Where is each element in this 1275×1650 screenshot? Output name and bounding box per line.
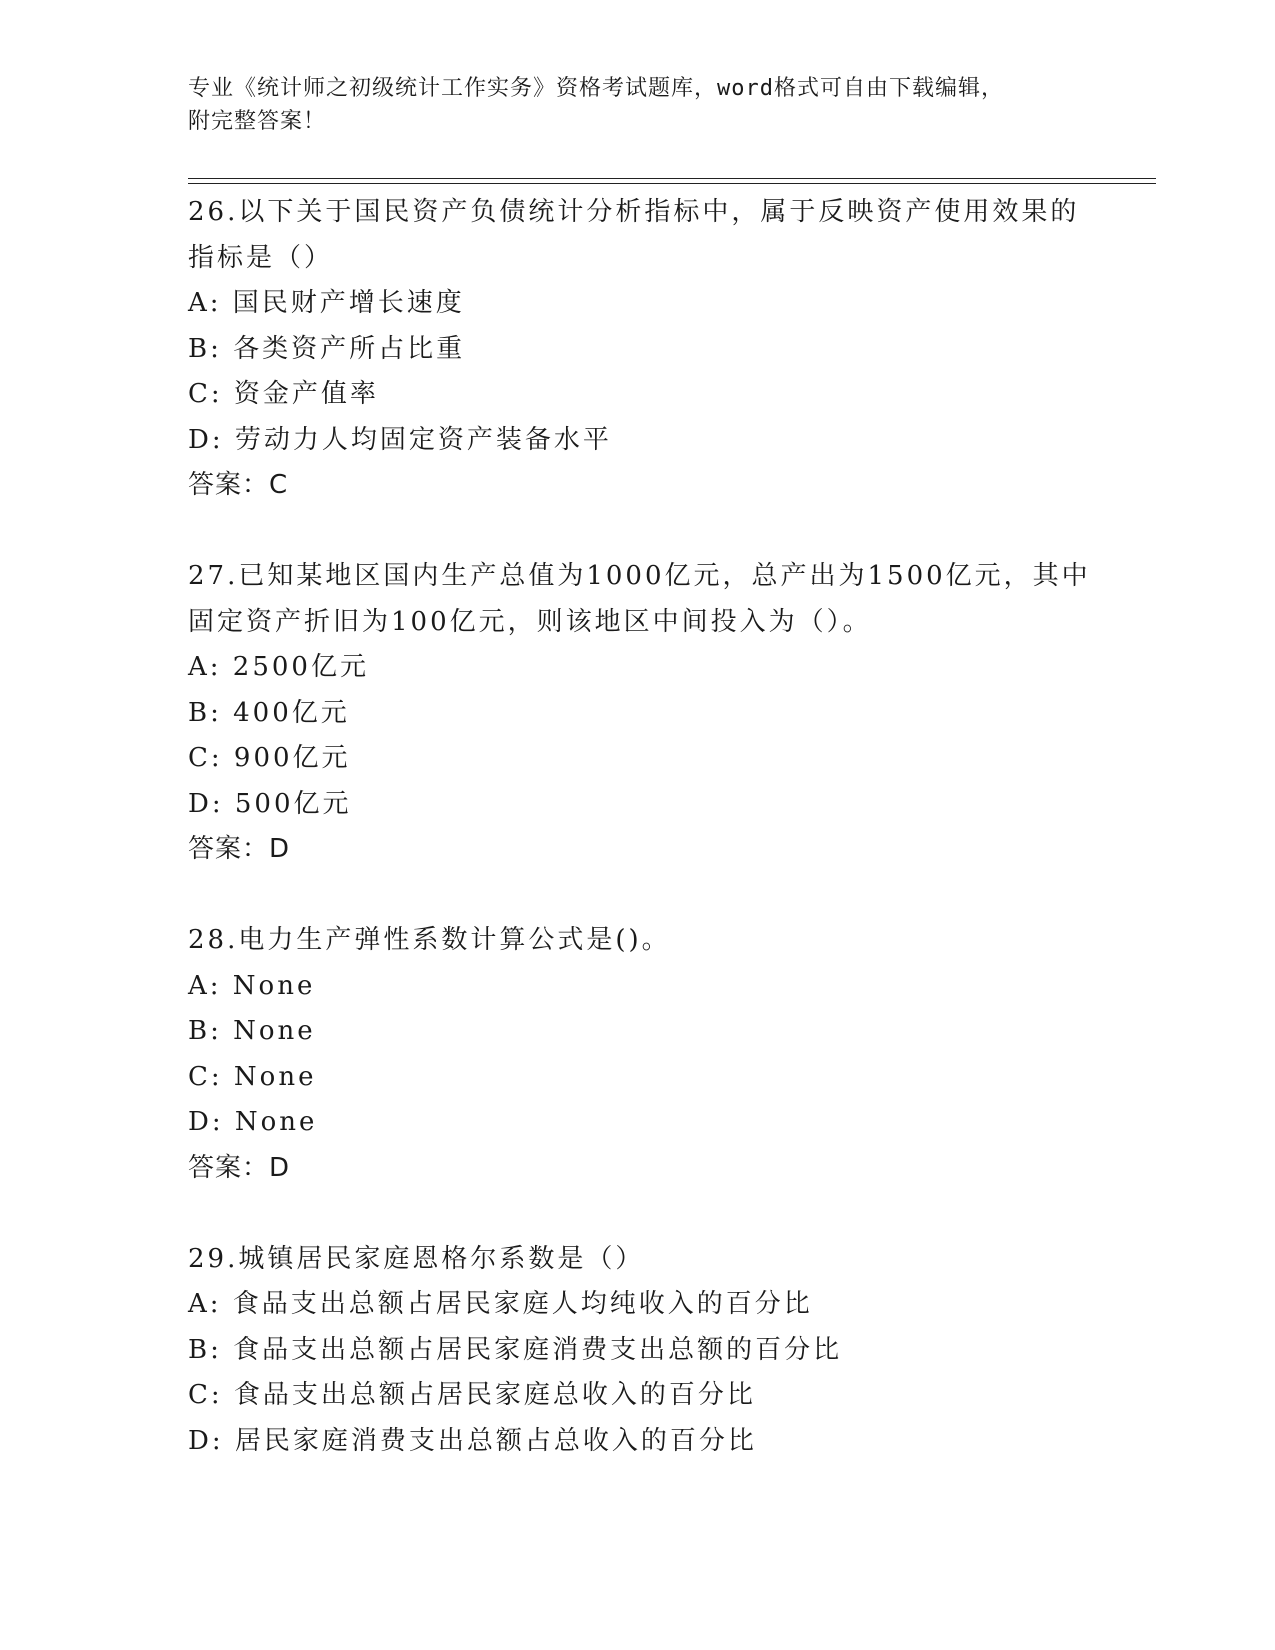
- option-d: D: 500亿元: [188, 788, 352, 819]
- option-c: C: None: [188, 1061, 317, 1092]
- question-27: [188, 554, 1108, 873]
- header-line-2: 附完整答案！: [188, 109, 327, 134]
- header-divider-top: [188, 178, 1156, 179]
- question-stem-line: 29.城镇居民家庭恩格尔系数是（）: [188, 1243, 645, 1274]
- option-b: B: 400亿元: [188, 697, 350, 728]
- question-29: [188, 1237, 1108, 1465]
- option-b: B: None: [188, 1016, 316, 1046]
- header-line-1: 专业《统计师之初级统计工作实务》资格考试题库，word格式可自由下载编辑，: [188, 76, 1004, 101]
- answer-line: 答案：C: [188, 470, 289, 500]
- option-b: B: 食品支出总额占居民家庭消费支出总额的百分比: [188, 1334, 843, 1365]
- question-spacer: [188, 1191, 1108, 1237]
- header-divider-bottom: [188, 183, 1156, 184]
- option-a: A: 食品支出总额占居民家庭人均纯收入的百分比: [188, 1289, 813, 1319]
- option-c: C: 900亿元: [188, 743, 351, 773]
- answer-line: 答案：D: [188, 1152, 291, 1183]
- option-a: A: 国民财产增长速度: [188, 288, 465, 318]
- option-c: C: 食品支出总额占居民家庭总收入的百分比: [188, 1380, 756, 1410]
- question-stem-line: 指标是（）: [188, 242, 334, 273]
- option-a: A: 2500亿元: [188, 652, 369, 682]
- question-spacer: [188, 873, 1108, 919]
- option-b: B: 各类资产所占比重: [188, 333, 466, 364]
- option-d: D: 居民家庭消费支出总额占总收入的百分比: [188, 1425, 757, 1456]
- option-d: D: None: [188, 1107, 318, 1137]
- question-28: [188, 918, 1108, 1191]
- answer-line: 答案：D: [188, 834, 291, 864]
- option-d: D: 劳动力人均固定资产装备水平: [188, 424, 612, 455]
- question-stem-line: 28.电力生产弹性系数计算公式是()。: [188, 925, 671, 955]
- question-list: [188, 190, 1108, 1464]
- question-stem-line: 27.已知某地区国内生产总值为1000亿元，总产出为1500亿元，其中: [188, 561, 1091, 591]
- question-stem-line: 固定资产折旧为100亿元，则该地区中间投入为（）。: [188, 606, 872, 637]
- option-c: C: 资金产值率: [188, 379, 379, 409]
- question-stem-line: 26.以下关于国民资产负债统计分析指标中，属于反映资产使用效果的: [188, 197, 1080, 227]
- document-header: [188, 72, 1088, 138]
- question-26: [188, 190, 1108, 509]
- option-a: A: None: [188, 970, 316, 1001]
- question-spacer: [188, 509, 1108, 555]
